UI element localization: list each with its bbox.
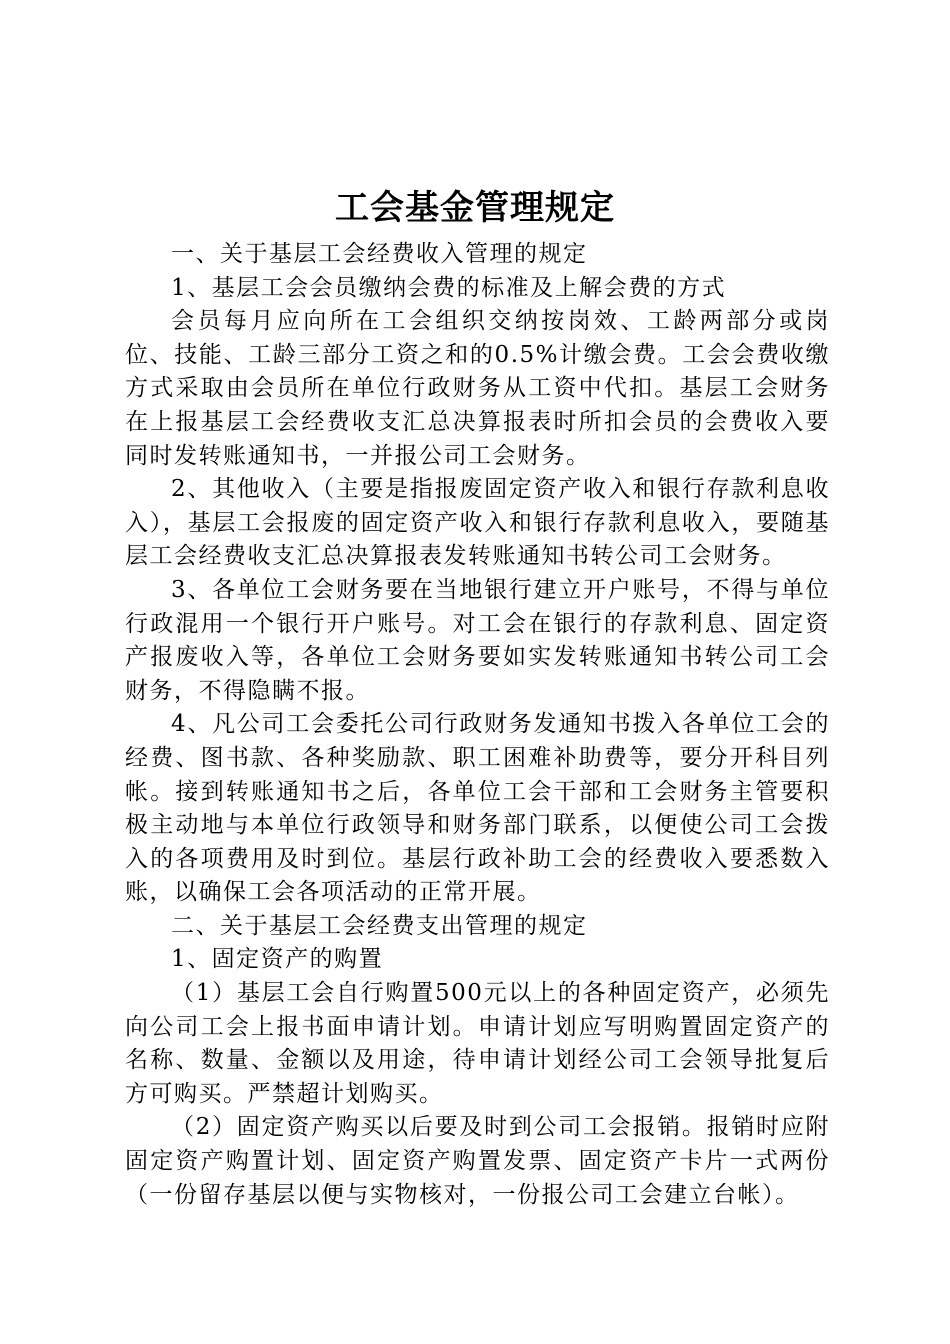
- subheading-fixed-assets: 1、固定资产的购置: [171, 946, 384, 973]
- subheading-membership-dues: 1、基层工会会员缴纳会费的标准及上解会费的方式: [171, 274, 727, 301]
- paragraph-dues-rate: 会员每月应向所在工会组织交纳按岗效、工龄两部分或岗位、技能、工龄三部分工资之和的0.5%计缴会费。工会会费收缴方式采取由会员所在单位行政财务从工资中代扣。基层工会财务在上报基层工会经费收支汇总决算报表时所扣会员的会费收入要同时发转账通知书，一并报公司工会财务。: [125, 308, 830, 469]
- section-heading-expenditure: 二、关于基层工会经费支出管理的规定: [171, 912, 588, 939]
- paragraph-purchase-plan: （1）基层工会自行购置500元以上的各种固定资产，必须先向公司工会上报书面申请计划。申请计划应写明购置固定资产的名称、数量、金额以及用途，待申请计划经公司工会领导批复后方可购买。严禁超计划购买。: [125, 980, 830, 1107]
- document-body: [125, 238, 830, 1212]
- paragraph-reimbursement: （2）固定资产购买以后要及时到公司工会报销。报销时应附固定资产购置计划、固定资产购置发票、固定资产卡片一式两份（一份留存基层以便与实物核对，一份报公司工会建立台帐）。: [125, 1114, 830, 1208]
- section-heading-income: 一、关于基层工会经费收入管理的规定: [171, 241, 588, 267]
- paragraph-allocated-funds: 4、凡公司工会委托公司行政财务发通知书拨入各单位工会的经费、图书款、各种奖励款、职工困难补助费等，要分开科目列帐。接到转账通知书之后，各单位工会干部和工会财务主管要积极主动地与本单位行政领导和财务部门联系，以便使公司工会拨入的各项费用及时到位。基层行政补助工会的经费收入要悉数入账，以确保工会各项活动的正常开展。: [125, 711, 830, 906]
- paragraph-bank-account: 3、各单位工会财务要在当地银行建立开户账号，不得与单位行政混用一个银行开户账号。对工会在银行的存款利息、固定资产报废收入等，各单位工会财务要如实发转账通知书转公司工会财务，不得隐瞒不报。: [125, 576, 830, 704]
- paragraph-other-income: 2、其他收入（主要是指报废固定资产收入和银行存款利息收入），基层工会报废的固定资产收入和银行存款利息收入，要随基层工会经费收支汇总决算报表发转账通知书转公司工会财务。: [125, 476, 830, 570]
- document-title: 工会基金管理规定: [335, 188, 615, 228]
